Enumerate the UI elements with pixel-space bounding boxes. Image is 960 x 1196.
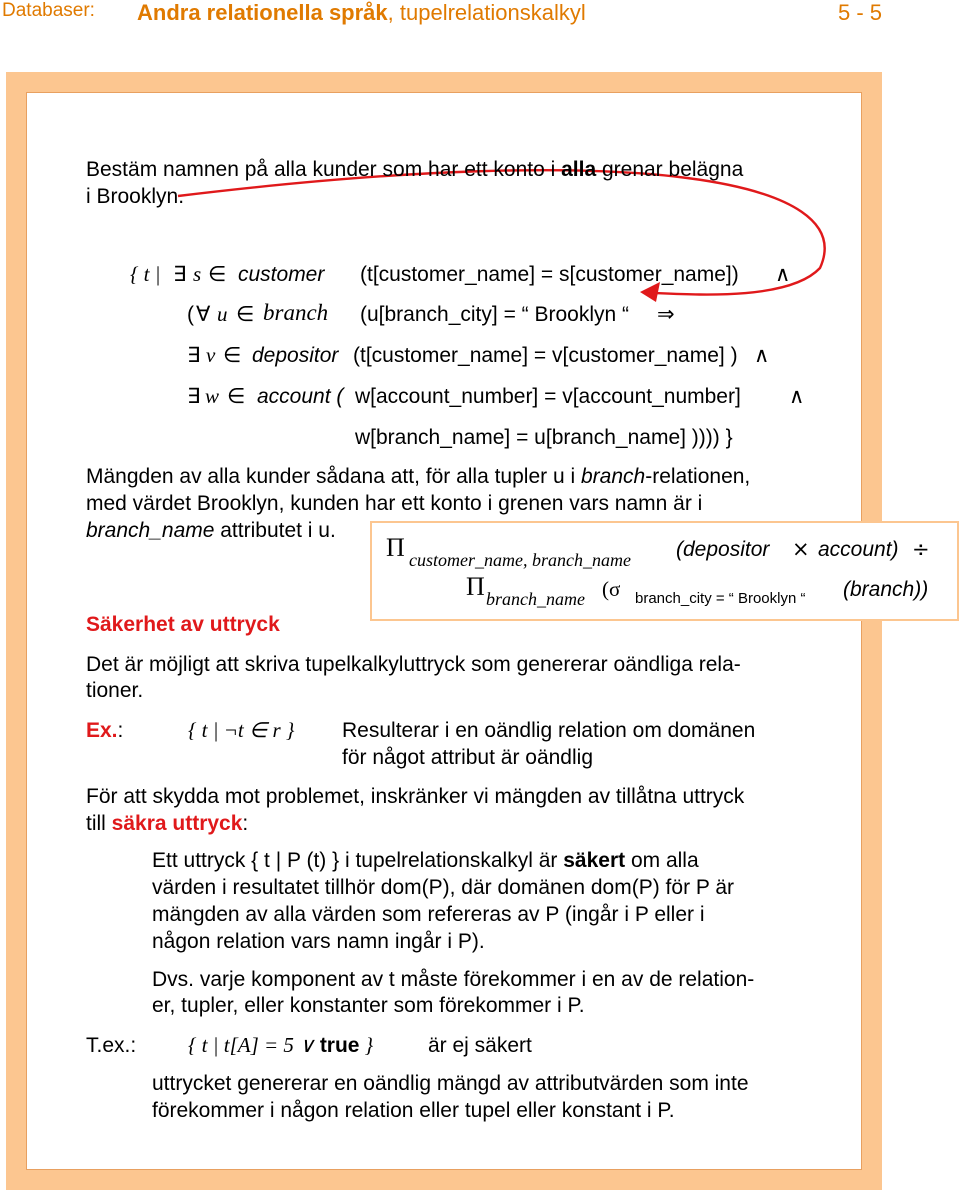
header-label: Databaser: (2, 0, 95, 21)
projection-subscript: customer_name, branch_name (409, 550, 631, 570)
exists-symbol: ∃ (173, 262, 187, 286)
relation-account: account ( (257, 385, 344, 408)
formula-l1-brace: { t | (130, 262, 161, 286)
element-of-symbol: ∈ (223, 343, 242, 367)
implies-symbol: ⇒ (657, 302, 675, 326)
tex-expression: { t | t[A] = 5 ∨ true } (188, 1033, 374, 1057)
exists-symbol: ∃ (187, 343, 201, 367)
and-symbol: ∧ (754, 343, 770, 367)
tex-result: är ej säkert (428, 1034, 532, 1057)
explain-line-1: Mängden av alla kunder sådana att, för alla tupler u i branch-relationen, (86, 465, 751, 488)
formula-l5-cond: w[branch_name] = u[branch_name] )))) } (355, 426, 733, 449)
formula-l4-cond: w[account_number] = v[account_number] (355, 385, 741, 408)
algebra-expr-2: (branch)) (843, 578, 929, 601)
cross-product-symbol: × (792, 537, 810, 561)
projection-symbol: Π (386, 533, 405, 562)
element-of-symbol: ∈ (236, 302, 255, 326)
projection-symbol-2: Π (466, 572, 485, 601)
formula-l2-open: ( (187, 303, 194, 326)
algebra-expr-1: (depositor (676, 538, 770, 561)
safety-p2-line-2: till säkra uttryck: (86, 812, 249, 835)
safety-p2-line-1: För att skydda mot problemet, inskränker vi mängden av tillåtna uttryck (86, 785, 745, 808)
safety-p1-line-1: Det är möjligt att skriva tupelkalkyluttryck som genererar oändliga rela- (86, 653, 741, 676)
var-v: v (206, 343, 216, 367)
intro-line-2: i Brooklyn. (86, 185, 185, 208)
example-desc-2: för något attribut är oändlig (342, 746, 593, 769)
projection-subscript-2: branch_name (486, 589, 585, 609)
relation-branch: branch (263, 300, 329, 325)
definition-line-4: någon relation vars namn ingår i P). (152, 930, 485, 953)
selection-symbol: (σ (602, 577, 621, 601)
algebra-expr-1b: account) (818, 538, 899, 561)
intro-line-1: Bestäm namnen på alla kunder som har ett konto i alla grenar belägna (86, 158, 744, 181)
example-desc-1: Resulterar i en oändlig relation om domänen (342, 719, 756, 742)
and-symbol: ∧ (775, 262, 791, 286)
dvs-line-2: er, tupler, eller konstanter som förekommer i P. (152, 994, 585, 1017)
relation-depositor: depositor (252, 344, 339, 367)
last-line-1: uttrycket genererar en oändlig mängd av attributvärden som inte (152, 1072, 749, 1095)
example-expression: { t | ¬t ∈ r } (188, 718, 295, 742)
element-of-symbol: ∈ (208, 262, 227, 286)
division-symbol: ÷ (912, 537, 930, 561)
element-of-symbol: ∈ (227, 384, 246, 408)
section-heading: Säkerhet av uttryck (86, 613, 280, 636)
formula-l2-cond: (u[branch_city] = “ Brooklyn “ (360, 303, 630, 326)
dvs-line-1: Dvs. varje komponent av t måste förekommer i en av de relation- (152, 968, 755, 991)
formula-l1-cond: (t[customer_name] = s[customer_name]) (360, 263, 739, 286)
last-line-2: förekommer i någon relation eller tupel eller konstant i P. (152, 1099, 675, 1122)
var-w: w (205, 384, 220, 408)
forall-symbol: ∀ (196, 302, 211, 326)
exists-symbol: ∃ (187, 384, 201, 408)
explain-line-2: med värdet Brooklyn, kunden har ett konto i grenen vars namn är i (86, 492, 703, 515)
definition-line-3: mängden av alla värden som refereras av P (ingår i P eller i (152, 903, 705, 926)
var-s: s (193, 262, 202, 286)
tex-label: T.ex.: (86, 1034, 137, 1057)
selection-subscript: branch_city = “ Brooklyn “ (635, 590, 806, 607)
header-title: Andra relationella språk, tupelrelationskalkyl (137, 0, 586, 25)
page-number: 5 - 5 (837, 0, 882, 25)
definition-line-1: Ett uttryck { t | P (t) } i tupelrelationskalkyl är säkert om alla (152, 849, 699, 872)
var-u: u (217, 302, 228, 326)
and-symbol: ∧ (789, 384, 805, 408)
definition-line-2: värden i resultatet tillhör dom(P), där domänen dom(P) för P är (152, 876, 735, 899)
example-label: Ex.: (86, 719, 124, 742)
relation-customer: customer (238, 263, 325, 286)
explain-line-3: branch_name attributet i u. (86, 519, 336, 542)
formula-l3-cond: (t[customer_name] = v[customer_name] ) (353, 344, 738, 367)
safety-p1-line-2: tioner. (86, 679, 144, 702)
